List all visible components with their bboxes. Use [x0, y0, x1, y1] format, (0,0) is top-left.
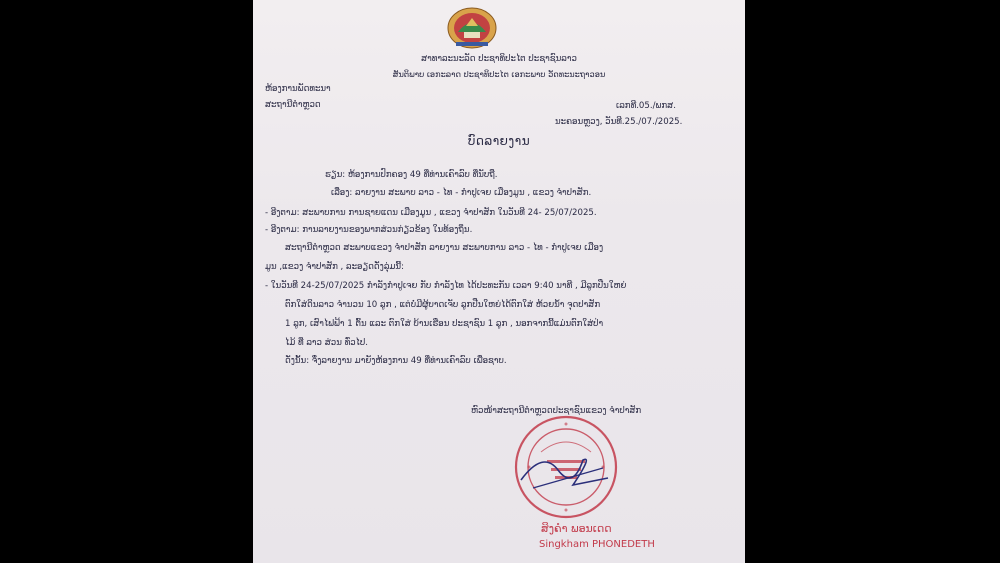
- signature-mark: [513, 440, 623, 500]
- country-line: ສາທາລະນະລັດ ປະຊາທິປະໄຕ ປະຊາຊົນລາວ: [421, 54, 577, 64]
- closing-line: ດັ່ງນັ້ນ: ຈຶ່ງລາຍງານ ມາຍັງຫ້ອງການ 49 ທີ່ທ່ານເຄົາລົບ ເພື່ອຊາບ.: [285, 356, 507, 366]
- detail-line-4: ໄມ້ ທີ່ ລາວ ສ່ວນ ທົ່ວໄປ.: [285, 338, 368, 348]
- reference-2: - ອີງຕາມ: ການລາຍງານຂອງພາກສ່ວນກ່ຽວຂ້ອງ ໃນທ້ອງຖິ່ນ.: [265, 225, 473, 235]
- subject-line: ເລື່ອງ: ລາຍງານ ສະພາບ ລາວ - ໄທ - ກຳປູເຈຍ ເມືອງມູນ , ແຂວງ ຈຳປາສັກ.: [331, 188, 592, 198]
- detail-line-3: 1 ລູກ, ເສົາໄຟຟ້າ 1 ຕົ້ນ ແລະ ຕົກໃສ່ ບ້ານເຮືອນ ປະຊາຊົນ 1 ລູກ , ນອກຈາກນີ້ແມ່ນຕົກໃສ່ປ່າ: [285, 319, 604, 329]
- document-title: ບົດລາຍງານ: [467, 134, 531, 148]
- signer-name-lao: ສິງຄຳ ພອນເດດ: [541, 522, 612, 535]
- recipient-line: ຮຽນ: ຫ້ອງການປົກຄອງ 49 ທີ່ທ່ານເຄົາລົບ ທີ່ນັບຖື.: [325, 170, 498, 180]
- reference-1: - ອີງຕາມ: ສະພາບການ ການຊາຍແດນ ເມືອງມູນ , ແຂວງ ຈຳປາສັກ ໃນວັນທີ 24- 25/07/2025.: [265, 208, 597, 218]
- document-number: ເລກທີ.05./ພກສ.: [616, 101, 676, 111]
- document-date: ນະຄອນຫຼວງ, ວັນທີ.25./07./2025.: [555, 117, 683, 127]
- document-page: [253, 0, 745, 563]
- detail-line-2: ຕົກໃສ່ດິນລາວ ຈຳນວນ 10 ລູກ , ແຕ່ບໍ່ມີຜູ້ບາດເຈັບ ລູກປືນໃຫຍ່ໄດ້ຕົກໃສ່ ຫ້ວຍນ້ຳ ຈຸດປາສັກ: [285, 300, 601, 310]
- detail-line-1: - ໃນວັນທີ 24-25/07/2025 ກຳລັງກຳປູເຈຍ ກັບ ກຳລັງໄທ ໄດ້ປະທະກັນ ເວລາ 9:40 ນາທີ , ມີລູກປືນໃຫຍ່: [265, 281, 627, 291]
- intro-line-1: ສະຖານີຕຳຫຼວດ ສະພາບແຂວງ ຈຳປາສັກ ລາຍງານ ສະພາບການ ລາວ - ໄທ - ກຳປູເຈຍ ເມືອງ: [285, 243, 604, 253]
- intro-line-2: ມູນ ,ແຂວງ ຈຳປາສັກ , ລະອຽດດັ່ງລຸ່ມນີ້:: [265, 262, 404, 272]
- national-emblem-icon: [446, 6, 498, 50]
- org-line-1: ຫ້ອງການພັດທະນາ: [265, 84, 331, 94]
- org-line-2: ສະຖານີຕຳຫຼວດ: [265, 100, 321, 110]
- motto-line: ສັນຕິພາບ ເອກະລາດ ປະຊາທິປະໄຕ ເອກະພາບ ວັດທະນະຖາວອນ: [392, 69, 606, 79]
- signatory-position: ຫົວໜ້າສະຖານີຕຳຫຼວດປະຊາຊົນແຂວງ ຈຳປາສັກ: [471, 406, 642, 416]
- signer-name-latin: Singkham PHONEDETH: [539, 539, 655, 550]
